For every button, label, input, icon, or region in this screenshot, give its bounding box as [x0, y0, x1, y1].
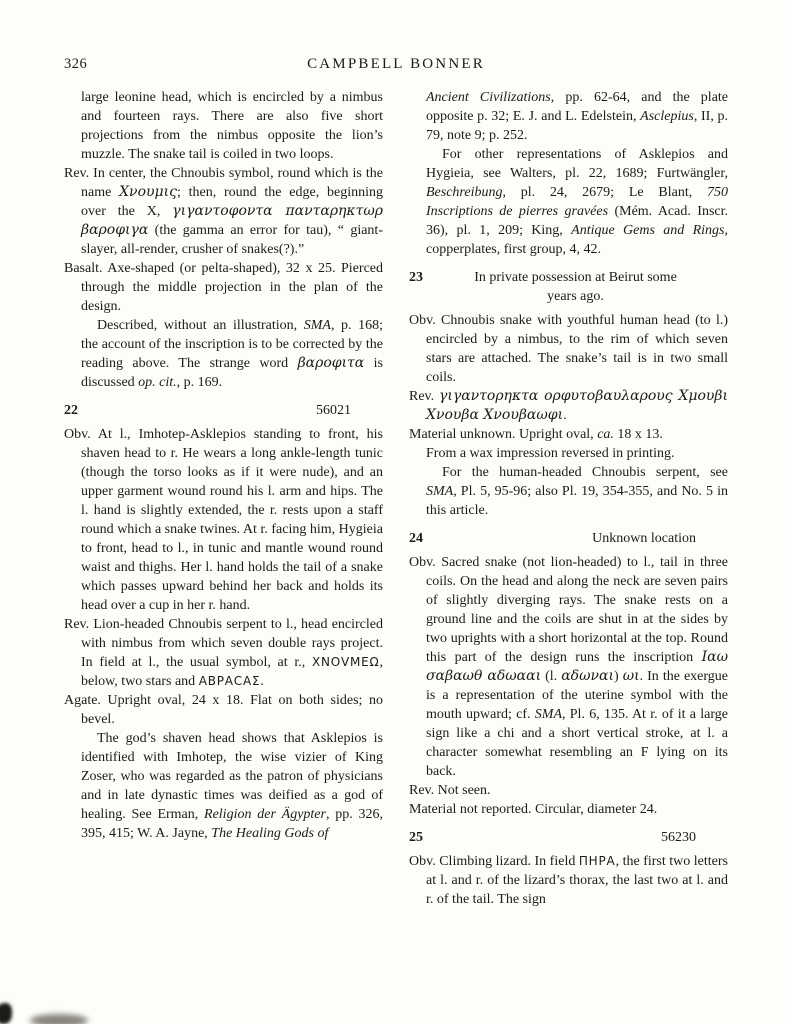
text-run: . In the exergue is a representation of the uterine symbol with the mouth upward; cf. [426, 669, 728, 722]
catalog-item-location: 56021 [316, 403, 351, 418]
text-run: ) [613, 669, 623, 684]
paragraph [409, 800, 728, 819]
text-columns [64, 88, 728, 909]
text-run: Agate. Upright oval, 24 x 18. Flat on both sides; no bevel. [64, 693, 383, 727]
text-run: For other representations of Asklepios and Hygieia, see Walters, pl. 22, 1689; Furtwängler, [426, 147, 728, 181]
text-run: Rev. [409, 389, 439, 404]
reverse-entry [64, 615, 383, 691]
text-run: , pl. 24, 2679; Le Blant, [502, 185, 707, 200]
right-column [409, 88, 728, 909]
text-run: Obv. Sacred snake (not lion-headed) to l., tail in three coils. On the head and along the neck are seven pairs of slightly diverging rays. The snake rests on a ground line and the coils are shut in at the sides by two uprights with a short horizontal at the top. Round this part of the design runs the inscription [409, 555, 728, 665]
paragraph [409, 88, 728, 145]
text-run: Described, without an illustration, [97, 318, 304, 333]
text-run: , II, p. 79, note 9; p. 252. [426, 109, 728, 143]
paragraph [64, 88, 383, 164]
text-run: SMA [303, 318, 331, 333]
text-run: (Mém. Acad. Inscr. 36), pl. 1, 209; King, [426, 204, 728, 238]
text-run: Obv. Chnoubis snake with youthful human head (to l.) encircled by a nimbus, to the rim of which seven stars are attached. The snake’s tail is in two small coils. [409, 313, 728, 385]
scan-artifact-smear [30, 1014, 88, 1024]
catalog-item-heading [409, 268, 728, 306]
text-run: Antique Gems and Rings [571, 223, 725, 238]
text-run: (the gamma an error for tau), “ giant-slayer, all-render, crusher of snakes(?).” [81, 223, 383, 257]
text-run: , pp. 326, 395, 415; W. A. Jayne, [81, 807, 383, 841]
text-run: 18 x 13. [613, 427, 663, 442]
catalog-item-number: 24 [409, 531, 423, 546]
text-run: From a wax impression reversed in printing. [426, 446, 675, 461]
text-run: Obv. Climbing lizard. In field [409, 854, 579, 869]
paragraph [409, 145, 728, 259]
text-run: ca. [597, 427, 614, 442]
text-run: Basalt. Axe-shaped (or pelta-shaped), 32 x 25. Pierced through the middle projection in the plan of the design. [64, 261, 383, 314]
paragraph [409, 425, 728, 444]
text-run: Ιαω σαβαωθ αδωααι [426, 649, 728, 684]
text-run: Asclepius [640, 109, 694, 124]
catalog-item-location: 56230 [661, 830, 696, 845]
text-run: Religion der Ägypter [204, 807, 326, 822]
paragraph [64, 316, 383, 392]
text-run: ΑΒΡΑCΑΣ [198, 674, 261, 688]
paragraph [409, 463, 728, 520]
obverse-entry [409, 852, 728, 909]
text-run: Rev. Lion-headed Chnoubis serpent to l., head encircled with nimbus from which seven double rays project. In field at l., the usual symbol, at r., [64, 617, 383, 670]
catalog-item-heading [64, 401, 383, 420]
catalog-item-location: In private possession at Beirut some years ago. [474, 270, 677, 304]
catalog-item-number: 23 [409, 270, 423, 285]
running-title: CAMPBELL BONNER [307, 56, 485, 72]
page-number: 326 [64, 56, 88, 72]
text-run: Rev. In center, the Chnoubis symbol, round which is the name [64, 166, 383, 200]
obverse-entry [409, 553, 728, 781]
text-run: Material unknown. Upright oval, [409, 427, 598, 442]
text-run: γιγαντορηκτα ορφυτοβαυλαρους Χμουβι Χνουβα Χνουβαωφι [426, 388, 728, 423]
text-run: ; then, round the edge, beginning over the X, [81, 185, 383, 219]
text-run: . [563, 408, 567, 423]
page-header [64, 56, 728, 73]
text-run: 750 Inscriptions de pierres gravées [426, 185, 728, 219]
text-run: For the human-headed Chnoubis serpent, see [442, 465, 728, 480]
text-run: (l. [541, 669, 562, 684]
paragraph [409, 444, 728, 463]
text-run: Χνουμις [119, 184, 177, 200]
text-run: , Pl. 5, 95-96; also Pl. 19, 354-355, and No. 5 in this article. [426, 484, 728, 518]
catalog-item-heading [409, 529, 728, 548]
scan-artifact-ink-blot [0, 1003, 12, 1024]
text-run: Rev. Not seen. [409, 783, 491, 798]
text-run: ΠΗΡΑ [578, 854, 616, 868]
catalog-item-location: Unknown location [592, 531, 696, 546]
text-run: SMA [534, 707, 563, 722]
obverse-entry [64, 425, 383, 615]
text-run: , pp. 62-64, and the plate opposite p. 32; E. J. and L. Edelstein, [426, 90, 729, 124]
catalog-item-number: 22 [64, 403, 78, 418]
paragraph [64, 691, 383, 729]
text-run: , Pl. 6, 135. At r. of it a large sign like a chi and a short vertical stroke, at l. a character somewhat resembling an F lying on its back. [426, 707, 728, 779]
text-run: , the first two letters at l. and r. of the lizard’s thorax, the last two at l. and r. of the tail. The sign [426, 854, 728, 907]
text-run: . [260, 674, 264, 689]
text-run: , copperplates, first group, 4, 42. [426, 223, 728, 257]
text-run: SMA [426, 484, 454, 499]
text-run: ΧΝΟVΜΕΩ [311, 655, 380, 669]
text-run: αδωναι [561, 668, 614, 684]
text-run: Ancient Civilizations [426, 90, 551, 105]
paragraph [64, 259, 383, 316]
text-run: , p. 169. [176, 375, 223, 390]
reverse-entry [64, 164, 383, 259]
text-run: op. cit. [138, 375, 177, 390]
text-run: Obv. At l., Imhotep-Asklepios standing to front, his shaven head to r. He wears a long ankle-length tunic (though the torso looks as if it were nude), and an upper garment wound round his l. arm and hips. The l. hand is slightly extended, the r. rests upon a staff round which a snake twines. At r. facing him, Hygieia to front, head to l., in tunic and mantle wound round waist and thighs. Her l. hand holds the tail of a snake which passes upward behind her back and holds its head over a cup in her r. hand. [64, 427, 383, 613]
paragraph [64, 729, 383, 843]
reverse-entry [409, 781, 728, 800]
reverse-entry [409, 387, 728, 425]
text-run: , p. 168; the account of the inscription is to be corrected by the reading above. The strange word [81, 318, 383, 371]
text-run: The Healing Gods of [211, 826, 329, 841]
text-run: large leonine head, which is encircled by a nimbus and fourteen rays. There are also five short projections from the nimbus opposite the lion’s muzzle. The snake tail is coiled in two loops. [81, 90, 383, 162]
text-run: The god’s shaven head shows that Asklepios is identified with Imhotep, the wise vizier of King Zoser, who was regarded as the patron of physicians and in late dynastic times was deified as a god of healing. See Erman, [81, 731, 383, 822]
obverse-entry [409, 311, 728, 387]
text-run: Beschreibung [426, 185, 503, 200]
text-run: γιγαντοφοντα πανταρηκτωρ βαροφιγα [81, 203, 384, 238]
text-run: is discussed [81, 356, 383, 390]
catalog-item-heading [409, 828, 728, 847]
catalog-item-number: 25 [409, 830, 423, 845]
left-column [64, 88, 383, 909]
text-run: ωι [622, 668, 640, 684]
text-run: βαροφιτα [297, 355, 365, 371]
text-run: Material not reported. Circular, diameter 24. [409, 802, 658, 817]
text-run: , below, two stars and [81, 655, 383, 689]
